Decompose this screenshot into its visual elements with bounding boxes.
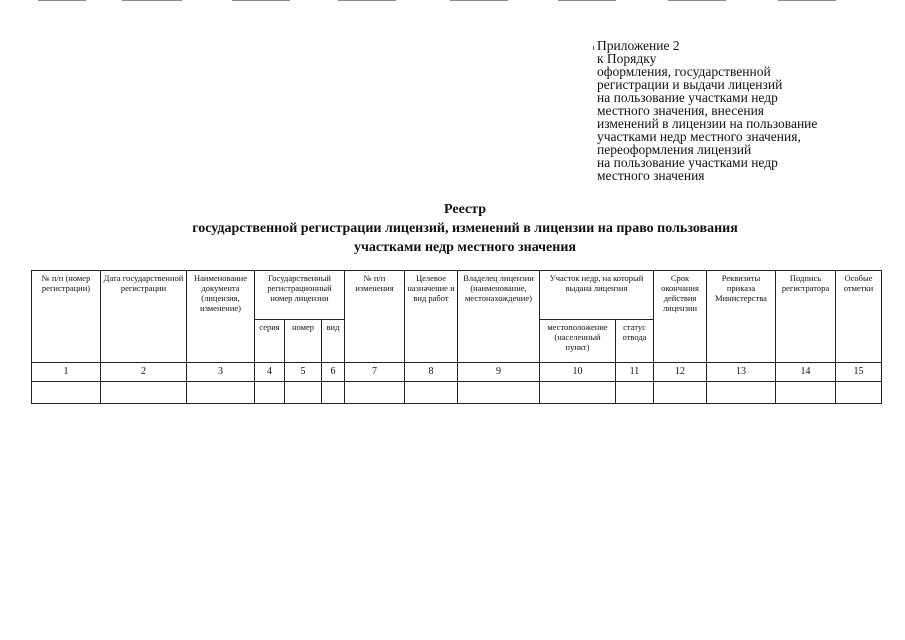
margin-mark <box>593 46 594 50</box>
empty-cell <box>776 382 836 404</box>
column-number: 3 <box>187 363 255 382</box>
column-number: 14 <box>776 363 836 382</box>
header-state-reg-number: Государственный регистрационный номер лицензии <box>255 271 345 320</box>
header-allotment-status: статус отвода <box>616 320 654 363</box>
document-subtitle-line1: государственной регистрации лицензий, изменений в лицензии на право пользования <box>192 221 738 236</box>
column-number: 13 <box>707 363 776 382</box>
empty-cell <box>255 382 285 404</box>
header-expiry: Срок окончания действия лицензии <box>654 271 707 363</box>
empty-cell <box>540 382 616 404</box>
appendix-line: на пользование участками недр <box>597 90 778 105</box>
column-number: 11 <box>616 363 654 382</box>
column-number-row <box>32 363 882 382</box>
header-ministry-order: Реквизиты приказа Министерства <box>707 271 776 363</box>
column-number: 8 <box>405 363 458 382</box>
header-reg-number: № п/п (номер регистрации) <box>32 271 101 363</box>
empty-cell <box>707 382 776 404</box>
column-number: 15 <box>836 363 882 382</box>
document-heading <box>0 200 905 257</box>
empty-cell <box>616 382 654 404</box>
empty-cell <box>285 382 322 404</box>
column-number: 1 <box>32 363 101 382</box>
header-owner: Владелец лицензии (наименование, местонахождение) <box>458 271 540 363</box>
column-number: 10 <box>540 363 616 382</box>
appendix-line: Приложение 2 <box>597 38 680 53</box>
top-scan-edge <box>0 0 905 2</box>
header-registrar-signature: Подпись регистратора <box>776 271 836 363</box>
appendix-line: к Порядку <box>597 51 657 66</box>
column-number: 12 <box>654 363 707 382</box>
empty-cell <box>405 382 458 404</box>
appendix-note <box>597 39 817 182</box>
empty-cell <box>322 382 345 404</box>
appendix-line: регистрации и выдачи лицензий <box>597 77 783 92</box>
registry-table <box>31 270 882 404</box>
appendix-line: местного значения <box>597 168 705 183</box>
empty-cell <box>836 382 882 404</box>
column-number: 2 <box>101 363 187 382</box>
header-row <box>32 271 882 320</box>
appendix-line: изменений в лицензии на пользование <box>597 116 818 131</box>
header-purpose: Целевое назначение и вид работ <box>405 271 458 363</box>
column-number: 4 <box>255 363 285 382</box>
appendix-line: оформления, государственной <box>597 64 771 79</box>
header-reg-date: Дата государственной регистрации <box>101 271 187 363</box>
column-number: 5 <box>285 363 322 382</box>
empty-cell <box>32 382 101 404</box>
document-subtitle-line2: участками недр местного значения <box>354 240 576 255</box>
empty-cell <box>101 382 187 404</box>
empty-cell <box>458 382 540 404</box>
header-kind: вид <box>322 320 345 363</box>
header-change-number: № п/п изменения <box>345 271 405 363</box>
appendix-line: переоформления лицензий <box>597 142 752 157</box>
header-location: местоположение (населенный пункт) <box>540 320 616 363</box>
column-number: 7 <box>345 363 405 382</box>
empty-cell <box>345 382 405 404</box>
appendix-line: участками недр местного значения, <box>597 129 801 144</box>
empty-cell <box>187 382 255 404</box>
header-doc-name: Наименование документа (лицензия, изменение) <box>187 271 255 363</box>
column-number: 9 <box>458 363 540 382</box>
appendix-line: на пользование участками недр <box>597 155 778 170</box>
header-series: серия <box>255 320 285 363</box>
empty-entry-row <box>32 382 882 404</box>
header-special-notes: Особые отметки <box>836 271 882 363</box>
document-title: Реестр <box>443 202 486 217</box>
appendix-line: местного значения, внесения <box>597 103 764 118</box>
header-number: номер <box>285 320 322 363</box>
header-plot: Участок недр, на который выдана лицензия <box>540 271 654 320</box>
empty-cell <box>654 382 707 404</box>
column-number: 6 <box>322 363 345 382</box>
